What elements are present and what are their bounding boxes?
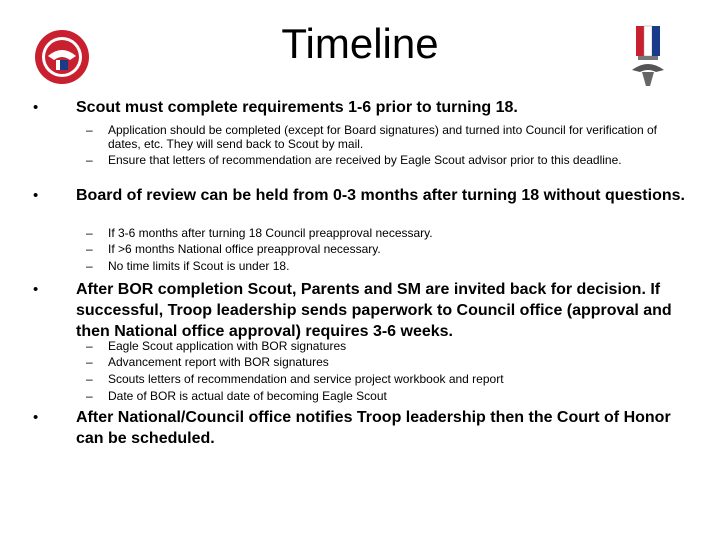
sub-bullet-dash: – xyxy=(86,389,93,403)
bullet-marker: • xyxy=(33,409,39,426)
bullet-marker: • xyxy=(33,187,39,204)
sub-bullet-text: Eagle Scout application with BOR signatures xyxy=(108,339,347,353)
sub-bullet-text: Application should be completed (except for Board signatures) and turned into Council for verification of dates, etc. They will send back to Scout by mail. xyxy=(108,123,657,151)
sub-bullet-dash: – xyxy=(86,123,93,137)
bullet-text: Board of review can be held from 0-3 months after turning 18 without questions. xyxy=(76,187,685,204)
bullet-text: After National/Council office notifies Troop leadership then the Court of Honor can be scheduled. xyxy=(76,409,671,447)
bullet-text: Scout must complete requirements 1-6 prior to turning 18. xyxy=(76,99,518,116)
sub-bullet-text: Date of BOR is actual date of becoming Eagle Scout xyxy=(108,389,387,403)
sub-bullet-dash: – xyxy=(86,372,93,386)
sub-bullet-dash: – xyxy=(86,153,93,167)
sub-bullet-dash: – xyxy=(86,259,93,273)
sub-bullet-text: If 3-6 months after turning 18 Council preapproval necessary. xyxy=(108,226,433,240)
sub-bullet-text: Ensure that letters of recommendation are received by Eagle Scout advisor prior to this deadline. xyxy=(108,153,622,167)
sub-bullet-text: Advancement report with BOR signatures xyxy=(108,355,329,369)
sub-bullet-text: No time limits if Scout is under 18. xyxy=(108,259,290,273)
bullet-marker: • xyxy=(33,99,39,116)
bullet-marker: • xyxy=(33,281,39,298)
sub-bullet-text: If >6 months National office preapproval necessary. xyxy=(108,242,381,256)
sub-bullet-dash: – xyxy=(86,355,93,369)
slide-title: Timeline xyxy=(281,20,439,67)
bullet-text: After BOR completion Scout, Parents and SM are invited back for decision. If successful, Troop leadership sends paperwork to Council office (approval and then National office approval) requires 3-6 weeks. xyxy=(76,281,672,340)
sub-bullet-dash: – xyxy=(86,226,93,240)
sub-bullet-dash: – xyxy=(86,242,93,256)
sub-bullet-dash: – xyxy=(86,339,93,353)
sub-bullet-text: Scouts letters of recommendation and service project workbook and report xyxy=(108,372,504,386)
